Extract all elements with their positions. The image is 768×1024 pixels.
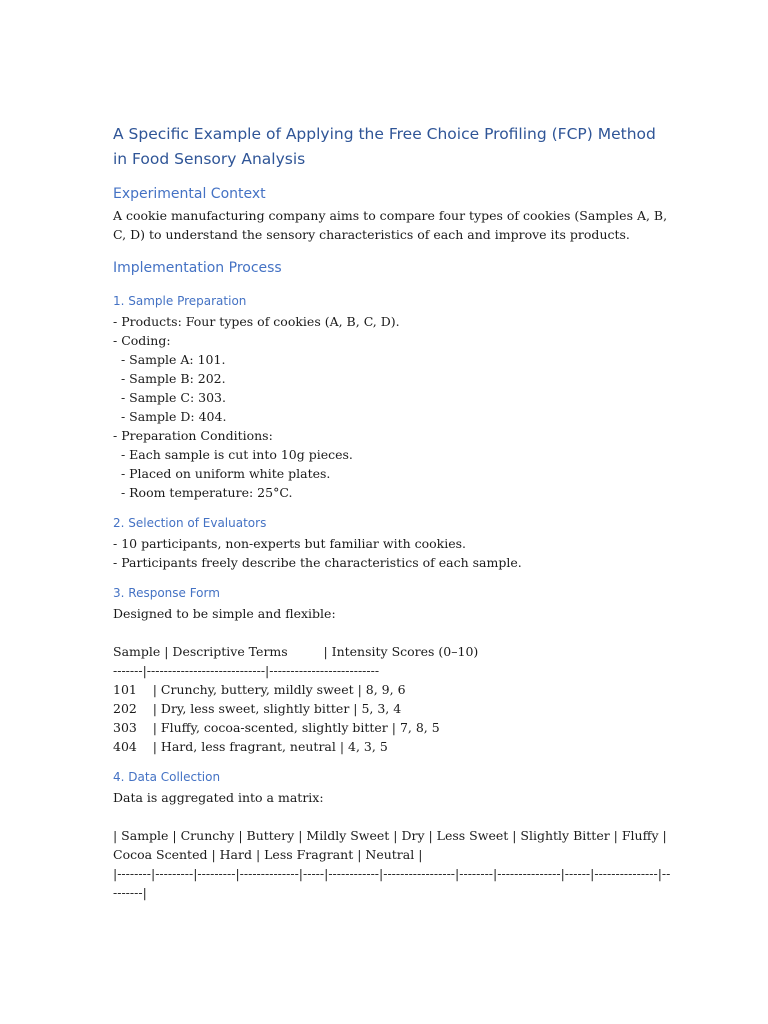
evaluators-list [113,534,673,572]
list-item: - Preparation Conditions: [113,428,273,443]
response-form-heading: 3. Response Form [113,586,220,600]
implementation-process-heading: Implementation Process [113,260,282,276]
document-page [113,122,673,902]
matrix-header-row: | Sample | Crunchy | Buttery | Mildly Sweet | Dry | Less Sweet | Slightly Bitter | Fluffy | Cocoa Scented | Hard | Less Fragrant | Neutral | [113,828,667,862]
response-form-table [113,642,673,756]
data-collection-heading: 4. Data Collection [113,770,221,784]
sample-preparation-heading: 1. Sample Preparation [113,294,247,308]
list-item: - Each sample is cut into 10g pieces. [113,447,353,462]
list-item: - Sample B: 202. [113,371,226,386]
list-item: - Products: Four types of cookies (A, B, C, D). [113,314,400,329]
list-item: - Participants freely describe the characteristics of each sample. [113,555,522,570]
matrix-separator-row: |--------|---------|---------|--------------|-----|------------|-----------------|--------|---------------|------|---------------|---------| [113,866,671,900]
evaluators-heading: 2. Selection of Evaluators [113,516,267,530]
experimental-context-heading: Experimental Context [113,186,266,202]
table-row: -------|----------------------------|-------------------------- [113,663,380,678]
response-form-intro: Designed to be simple and flexible: [113,606,336,621]
list-item: - Sample C: 303. [113,390,226,405]
list-item: - Sample A: 101. [113,352,226,367]
list-item: - Sample D: 404. [113,409,227,424]
table-row: 404 | Hard, less fragrant, neutral | 4, 3, 5 [113,739,388,754]
table-row: 101 | Crunchy, buttery, mildly sweet | 8, 9, 6 [113,682,406,697]
table-row: Sample | Descriptive Terms | Intensity Scores (0–10) [113,644,479,659]
list-item: - Placed on uniform white plates. [113,466,331,481]
list-item: - 10 participants, non-experts but familiar with cookies. [113,536,467,551]
experimental-context-text: A cookie manufacturing company aims to compare four types of cookies (Samples A, B, C, D) to understand the sensory characteristics of each and improve its products. [113,208,668,242]
table-row: 202 | Dry, less sweet, slightly bitter | 5, 3, 4 [113,701,402,716]
sample-preparation-list [113,312,673,502]
document-title: A Specific Example of Applying the Free Choice Profiling (FCP) Method in Food Sensory Analysis [113,125,656,168]
list-item: - Room temperature: 25°C. [113,485,293,500]
data-collection-intro: Data is aggregated into a matrix: [113,790,324,805]
list-item: - Coding: [113,333,171,348]
table-row: 303 | Fluffy, cocoa-scented, slightly bitter | 7, 8, 5 [113,720,440,735]
